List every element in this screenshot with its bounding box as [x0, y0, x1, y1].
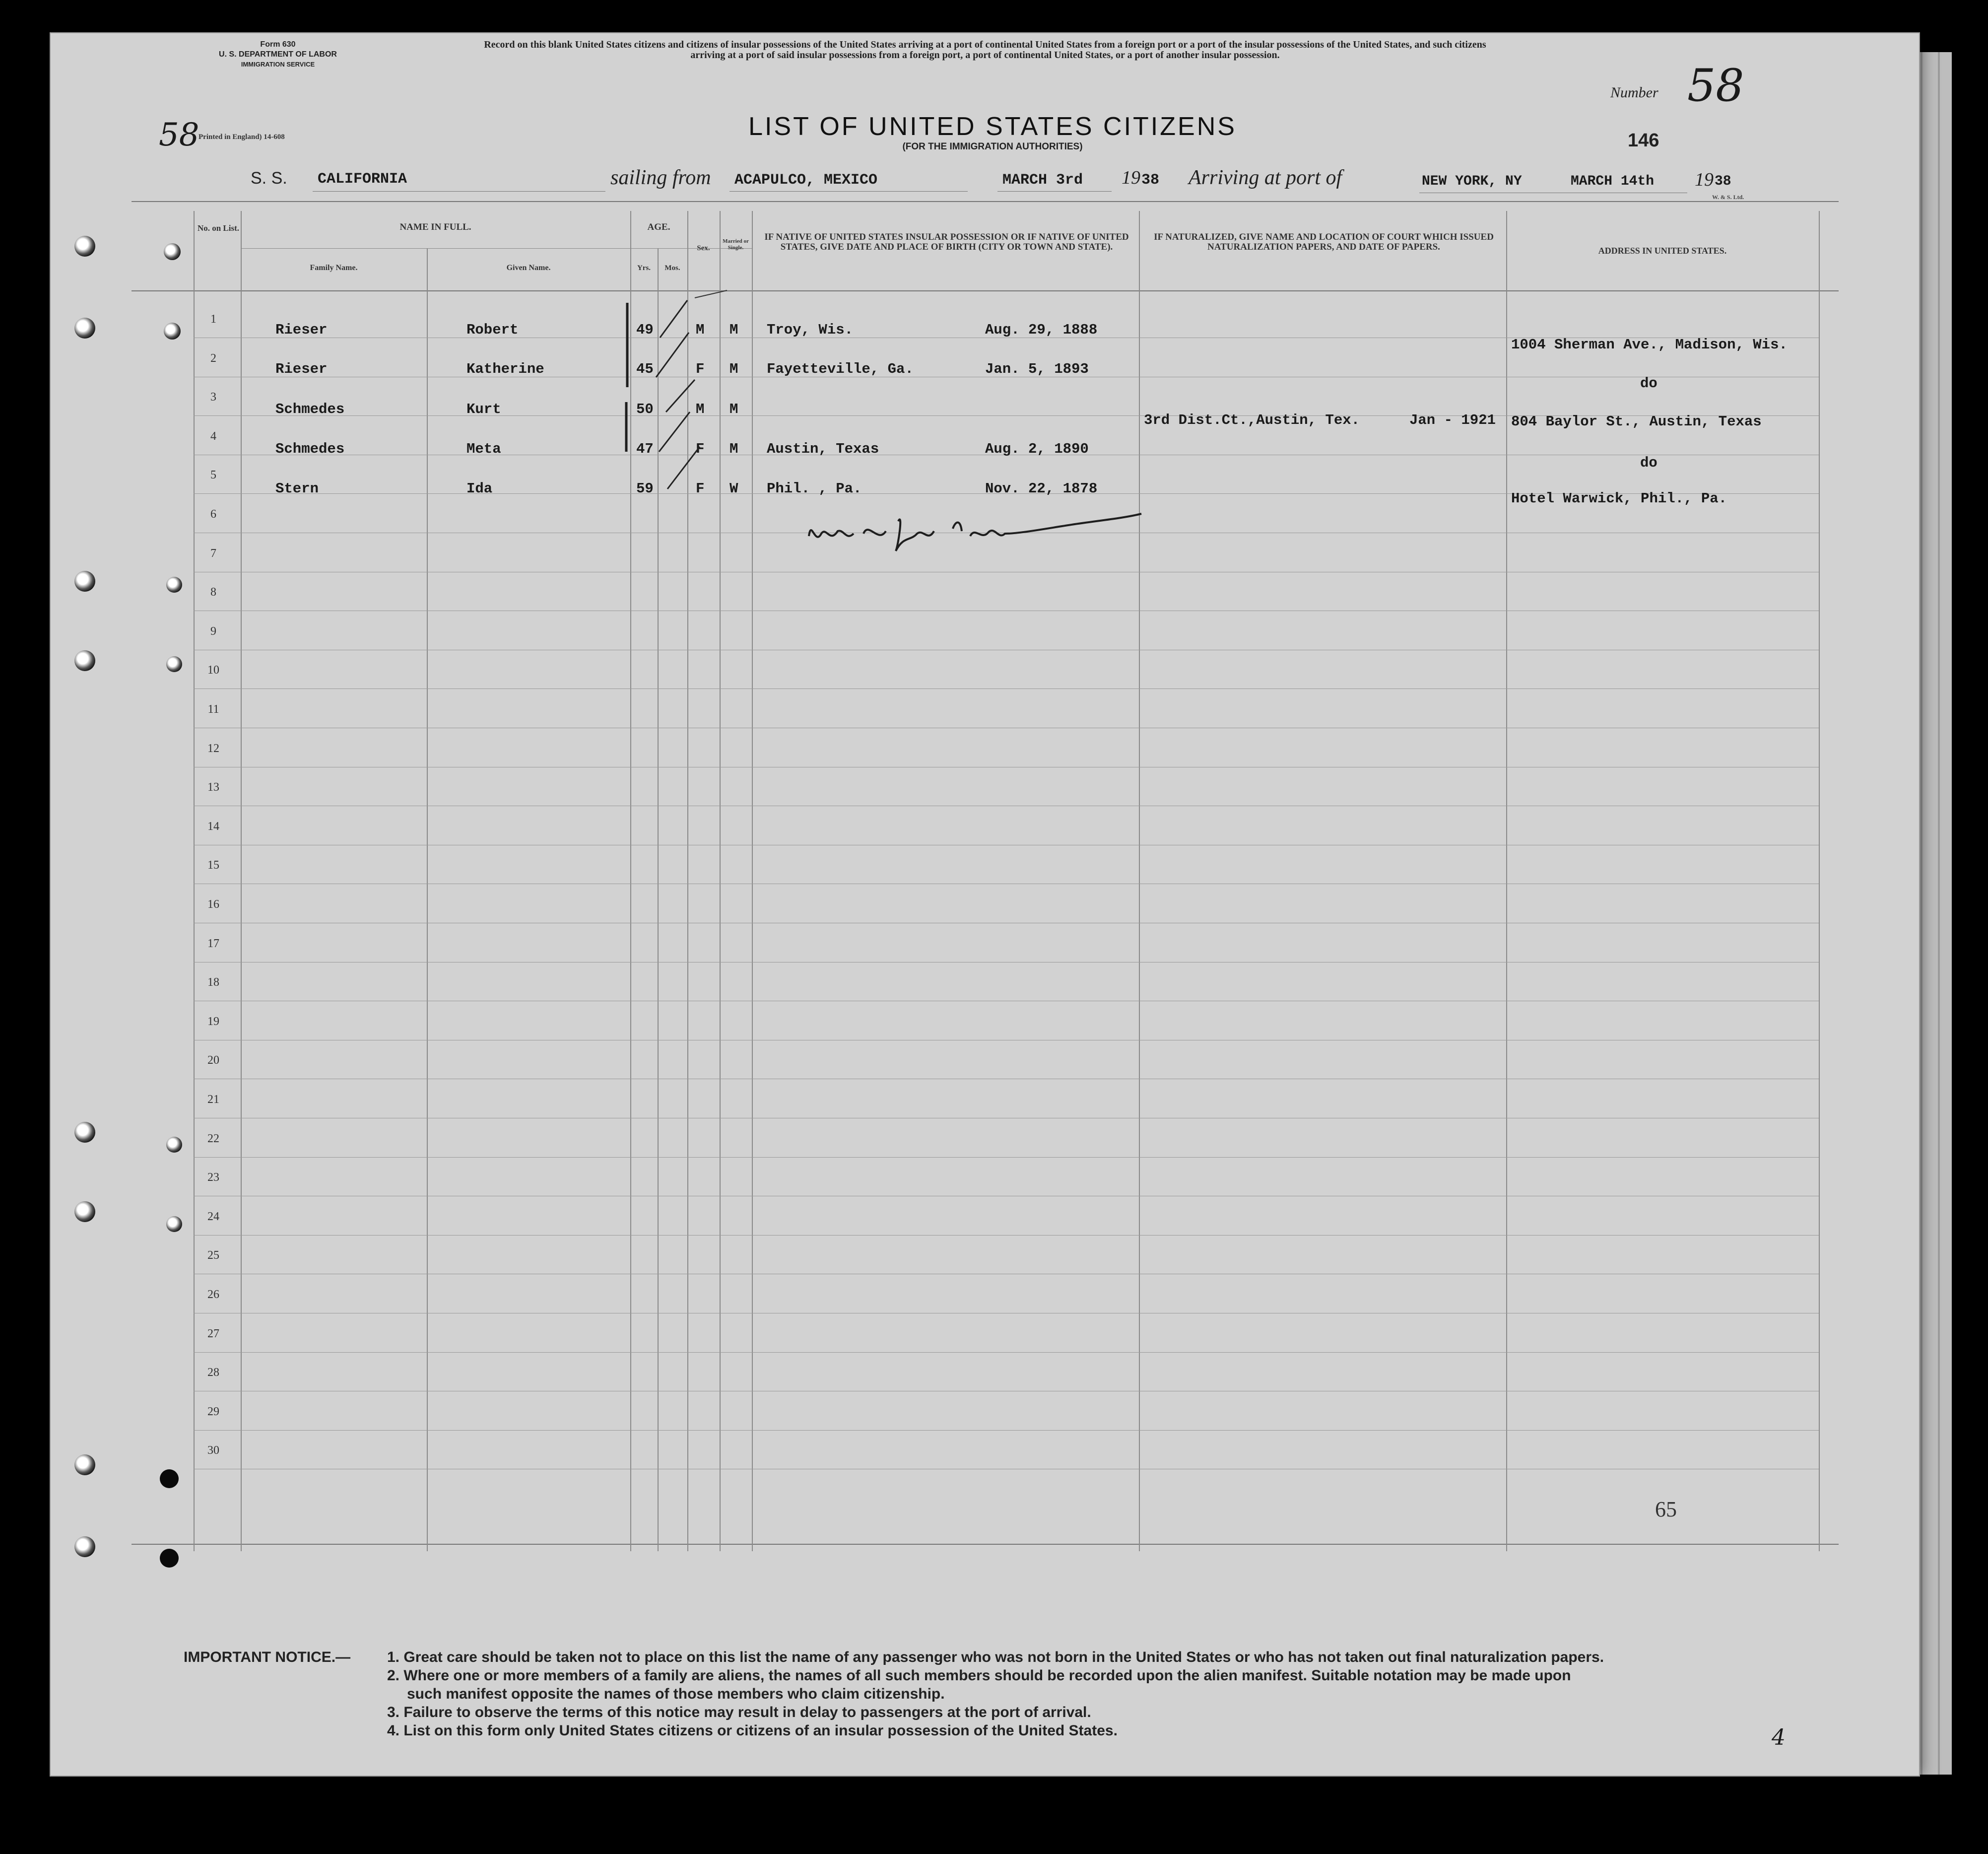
row-number: 21	[207, 1093, 219, 1106]
printed-note: Printed in England) 14-608	[199, 133, 285, 141]
ship-name: CALIFORNIA	[318, 171, 407, 188]
notice-item-1: 1. Great care should be taken not to place on this list the name of any passenger who was not born in the United States or who has not taken out final naturalization papers.	[387, 1649, 1604, 1665]
given-name-cell: Meta	[466, 441, 501, 457]
age-cell: 47	[636, 441, 654, 457]
year-prefix: 19	[1122, 167, 1140, 188]
birth-place-cell: Austin, Texas	[767, 441, 879, 457]
punch-hole	[164, 323, 181, 340]
marital-status-cell: M	[729, 322, 738, 338]
row-number: 28	[207, 1366, 219, 1379]
punch-hole	[166, 1216, 182, 1232]
page-edge	[1938, 52, 1940, 1775]
marital-status-cell: W	[729, 481, 738, 497]
col-divider	[1139, 211, 1140, 1551]
notice-item-2-cont: such manifest opposite the names of those members who claim citizenship.	[407, 1686, 945, 1702]
punch-hole	[74, 650, 95, 671]
row-number: 10	[207, 664, 219, 677]
fill-line	[729, 191, 968, 192]
row-number: 14	[207, 820, 219, 833]
col-divider	[241, 211, 242, 1551]
handwritten-form-number: 58	[159, 117, 199, 153]
punch-hole	[166, 577, 182, 593]
header-family-name: Family Name.	[310, 264, 358, 272]
row-number: 20	[207, 1054, 219, 1067]
form-info	[129, 40, 427, 69]
row-number: 22	[207, 1132, 219, 1145]
row-number: 6	[210, 508, 216, 521]
department: U. S. DEPARTMENT OF LABOR	[219, 50, 337, 59]
row-number: 19	[207, 1015, 219, 1028]
page-number: 146	[1628, 130, 1659, 151]
important-notice	[184, 1648, 1821, 1740]
number-label: Number	[1610, 84, 1658, 101]
birth-date-cell: Nov. 22, 1878	[985, 481, 1098, 497]
header-address: ADDRESS IN UNITED STATES.	[1598, 246, 1727, 256]
address-cell: Hotel Warwick, Phil., Pa.	[1511, 490, 1727, 507]
naturalization-court-cell: 3rd Dist.Ct.,Austin, Tex.	[1144, 412, 1360, 428]
family-name-cell: Rieser	[275, 322, 328, 338]
age-cell: 45	[636, 361, 654, 377]
given-name-cell: Katherine	[466, 361, 544, 377]
age-cell: 50	[636, 401, 654, 417]
check-marks	[620, 288, 799, 496]
notice-item-3: 3. Failure to observe the terms of this notice may result in delay to passengers at the port of arrival.	[387, 1704, 1091, 1720]
address-cell: 1004 Sherman Ave., Madison, Wis.	[1511, 337, 1788, 353]
row-number: 18	[207, 976, 219, 989]
birth-place-cell: Phil. , Pa.	[767, 481, 862, 497]
family-name-cell: Stern	[275, 481, 319, 497]
row-number: 5	[210, 469, 216, 482]
naturalization-date-cell: Jan - 1921	[1409, 412, 1496, 428]
printer-mark: W. & S. Ltd.	[1712, 194, 1744, 201]
marital-status-cell: M	[729, 441, 738, 457]
header-native: IF NATIVE OF UNITED STATES INSULAR POSSESSION OR IF NATIVE OF UNITED STATES, GIVE DATE AND PLACE OF BIRTH (CITY OR TOWN AND STATE).	[764, 232, 1129, 252]
header-given-name: Given Name.	[506, 264, 551, 272]
row-line	[194, 1235, 1819, 1236]
address-cell: do	[1640, 375, 1657, 392]
header-sex: Sex.	[697, 244, 710, 252]
form-number: Form 630	[260, 40, 296, 49]
sex-cell: M	[696, 401, 705, 417]
punch-hole	[74, 1536, 95, 1557]
row-number: 27	[207, 1327, 219, 1340]
col-divider	[1819, 211, 1820, 1551]
page-title: LIST OF UNITED STATES CITIZENS	[748, 112, 1237, 141]
row-line	[194, 1352, 1819, 1353]
table-bottom-line	[132, 1544, 1839, 1545]
bottom-page-number: 65	[1655, 1497, 1677, 1521]
col-divider	[1506, 211, 1507, 1551]
row-line	[194, 688, 1819, 689]
col-divider	[427, 248, 428, 1551]
sex-cell: F	[696, 361, 705, 377]
address-cell: do	[1640, 455, 1657, 471]
punch-hole	[74, 1122, 95, 1143]
arrival-port: NEW YORK, NY	[1422, 174, 1522, 189]
row-number: 4	[210, 429, 216, 443]
departure-port: ACAPULCO, MEXICO	[734, 172, 878, 189]
row-number: 23	[207, 1171, 219, 1184]
marital-status-cell: M	[729, 361, 738, 377]
sex-cell: F	[696, 441, 705, 457]
table-top-line	[132, 201, 1839, 202]
punch-hole	[74, 571, 95, 592]
given-name-cell: Kurt	[466, 401, 501, 417]
birth-date-cell: Aug. 29, 1888	[985, 322, 1098, 338]
header-name-in-full: NAME IN FULL.	[399, 222, 471, 232]
header-years: Yrs.	[637, 264, 651, 272]
birth-date-cell: Jan. 5, 1893	[985, 361, 1089, 377]
manifest-page	[50, 32, 1920, 1777]
sailing-label: sailing from	[610, 166, 711, 189]
family-name-cell: Rieser	[275, 361, 328, 377]
fill-line	[313, 191, 605, 192]
row-line	[194, 1157, 1819, 1158]
row-number: 2	[210, 351, 216, 365]
punch-hole	[164, 243, 181, 260]
header-no-on-list: No. on List.	[197, 223, 240, 233]
row-number: 1	[210, 313, 216, 326]
sex-cell: F	[696, 481, 705, 497]
row-number: 24	[207, 1210, 219, 1223]
punch-hole	[74, 1454, 95, 1475]
notice-label: IMPORTANT NOTICE.—	[184, 1649, 351, 1665]
row-number: 16	[207, 898, 219, 911]
row-number: 25	[207, 1249, 219, 1262]
number-value: 58	[1687, 60, 1744, 112]
fill-line	[997, 191, 1112, 192]
page-edge	[1921, 52, 1922, 1775]
row-number: 26	[207, 1288, 219, 1301]
punch-hole	[166, 1137, 182, 1153]
header-months: Mos.	[664, 264, 680, 272]
given-name-cell: Robert	[466, 322, 519, 338]
sex-cell: M	[696, 322, 705, 338]
year-prefix: 19	[1695, 169, 1714, 190]
record-instructions: Record on this blank United States citizens and citizens of insular possessions of the United States arriving at a port of continental United States from a foreign port or a port of the insular possessions of the United States, and such citizens arriving at a port of said insular possessions from a foreign port, a port of continental United States, or a port of another insular possession.	[484, 39, 1486, 61]
age-cell: 59	[636, 481, 654, 497]
family-name-cell: Schmedes	[275, 401, 345, 417]
row-number: 11	[207, 703, 219, 716]
col-divider	[194, 211, 195, 1551]
row-number: 3	[210, 391, 216, 404]
notice-item-4: 4. List on this form only United States citizens or citizens of an insular possession of the United States.	[387, 1722, 1118, 1739]
punch-hole	[160, 1469, 179, 1488]
page-subtitle: (FOR THE IMMIGRATION AUTHORITIES)	[902, 141, 1083, 152]
header-naturalized: IF NATURALIZED, GIVE NAME AND LOCATION OF COURT WHICH ISSUED NATURALIZATION PAPERS, AND DATE OF PAPERS.	[1154, 232, 1494, 252]
age-cell: 49	[636, 322, 654, 338]
handwritten-annotation	[804, 506, 1151, 561]
marital-status-cell: M	[729, 401, 738, 417]
service: IMMIGRATION SERVICE	[241, 61, 315, 68]
row-number: 29	[207, 1405, 219, 1418]
punch-hole	[74, 1201, 95, 1222]
punch-hole	[74, 236, 95, 257]
birth-place-cell: Troy, Wis.	[767, 322, 854, 338]
arrival-date: MARCH 14th	[1571, 174, 1655, 189]
row-number: 17	[207, 937, 219, 950]
row-number: 9	[210, 624, 216, 638]
departure-date: MARCH 3rd	[1002, 172, 1083, 189]
row-number: 15	[207, 859, 219, 872]
header-age: AGE.	[647, 222, 670, 232]
header-married-or-single: Married or Single.	[723, 238, 749, 251]
birth-date-cell: Aug. 2, 1890	[985, 441, 1089, 457]
corner-mark: 4	[1772, 1725, 1786, 1750]
notice-item-2: 2. Where one or more members of a family are aliens, the names of all such members should be recorded upon the alien manifest. Suitable notation may be made upon	[387, 1667, 1571, 1684]
departure-year: 38	[1141, 172, 1160, 189]
address-cell: 804 Baylor St., Austin, Texas	[1511, 413, 1762, 430]
punch-hole	[74, 318, 95, 339]
family-name-cell: Schmedes	[275, 441, 345, 457]
punch-hole	[166, 656, 182, 672]
row-number: 8	[210, 586, 216, 599]
row-number: 7	[210, 547, 216, 560]
row-number: 13	[207, 781, 219, 794]
birth-place-cell: Fayetteville, Ga.	[767, 361, 914, 377]
given-name-cell: Ida	[466, 481, 493, 497]
row-number: 30	[207, 1444, 219, 1457]
row-number: 12	[207, 742, 219, 755]
ship-prefix: S. S.	[251, 169, 287, 188]
arriving-label: Arriving at port of	[1189, 166, 1342, 189]
row-line	[194, 1430, 1819, 1431]
header-divider	[241, 248, 752, 249]
header-bottom-line	[132, 290, 1839, 291]
punch-hole	[160, 1549, 179, 1568]
arrival-year: 38	[1715, 174, 1731, 189]
